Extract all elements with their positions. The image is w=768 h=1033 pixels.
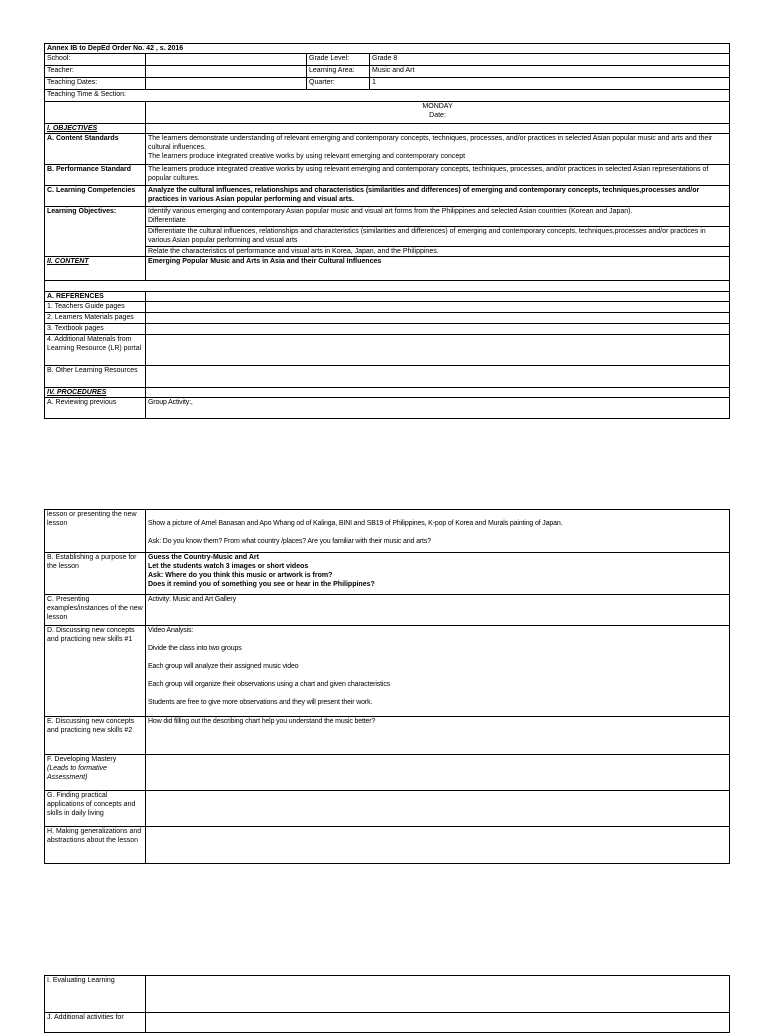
school-value[interactable] [146, 54, 307, 66]
presenting-examples-label: C. Presenting examples/instances of the new lesson [45, 595, 146, 626]
content-standards-label: A. Content Standards [45, 134, 146, 165]
evaluating-learning-value[interactable] [146, 976, 730, 1013]
reviewing-previous-cont-label: lesson or presenting the new lesson [45, 510, 146, 553]
dll-table-page3 [44, 975, 730, 1033]
school-label: School: [45, 54, 146, 66]
dates-value[interactable] [146, 78, 307, 90]
teacher-value[interactable] [146, 66, 307, 78]
performance-standard-text: The learners produce integrated creative works by using relevant emerging and contemporary concepts, techniques, processes, and/or practices in selected Asian representations of popular cultures. [146, 165, 730, 186]
content-standards-para2: The learners produce integrated creative works by using relevant emerging and contemporary concept [148, 153, 466, 160]
objective-1-text: Identify various emerging and contemporary Asian popular music and visual art forms from the Philippines and selected Asian countries (Korean and Japan). [148, 208, 633, 215]
generalizations-label: H. Making generalizations and abstractions about the lesson [45, 827, 146, 864]
dll-table-page1 [44, 43, 730, 419]
purpose-line-4: Does it remind you of something you see or hear in the Philippines? [148, 581, 375, 588]
time-section-label: Teaching Time & Section: [45, 90, 730, 102]
additional-materials-label: 4. Additional Materials from Learning Resource (LR) portal [45, 335, 146, 366]
purpose-line-2: Let the students watch 3 images or short videos [148, 563, 309, 570]
procedures-heading: IV. PROCEDURES [45, 388, 146, 398]
learning-objectives-label: Learning Objectives: [45, 207, 146, 257]
quarter-value: 1 [370, 78, 730, 90]
analyze-line: Each group will analyze their assigned music video [148, 663, 299, 670]
content-standards-text [146, 134, 730, 165]
dll-table-page2 [44, 509, 730, 864]
objective-2: Differentiate the cultural influences, relationships and characteristics (similarities and differences) of emerging and contemporary concepts, techniques,processes and/or practices in various Asian popular performing and visual arts [146, 227, 730, 247]
additional-materials-value[interactable] [146, 335, 730, 366]
divide-class-line: Divide the class into two groups [148, 645, 242, 652]
developing-mastery-value[interactable] [146, 755, 730, 791]
learning-competencies-label: C. Learning Competencies [45, 186, 146, 207]
content-standards-para: The learners demonstrate understanding of relevant emerging and contemporary concepts, techniques, processes, and/or practices in selected Asian popular music and arts and their cultural influences. [148, 135, 713, 151]
reviewing-previous-text: Group Activity:, [146, 398, 730, 419]
establishing-purpose-label: B. Establishing a purpose for the lesson [45, 553, 146, 595]
discussing-2-text: How did filling out the describing chart help you understand the music better? [146, 717, 730, 755]
learning-competencies-text: Analyze the cultural influences, relationships and characteristics (similarities and differences) of emerging and contemporary concepts, techniques,processes and/or practices in various Asian popular performing and visual arts. [146, 186, 730, 207]
day-label: MONDAY [422, 103, 453, 110]
grade-value [370, 54, 730, 66]
tg-pages-value[interactable] [146, 302, 730, 313]
date-label: Date: [429, 112, 446, 119]
additional-activities-label: J. Additional activities for [45, 1013, 146, 1033]
additional-activities-value[interactable] [146, 1013, 730, 1033]
organize-line: Each group will organize their observations using a chart and given characteristics [148, 681, 391, 688]
purpose-line-1: Guess the Country-Music and Art [148, 554, 259, 561]
generalizations-value[interactable] [146, 827, 730, 864]
presenting-examples-text: Activity: Music and Art Gallery [146, 595, 730, 626]
ask-text: Ask: Do you know them? From what country /places? Are you familiar with their music and arts? [148, 538, 431, 545]
objective-1b-text: Differentiate [148, 217, 186, 224]
show-picture-text: Show a picture of Arnel Banasan and Apo Whang od of Kalinga, BINI and SB19 of Philippines, K-pop of Korea and Murals painting of Japan. [148, 520, 563, 527]
present-line: Students are free to give more observations and they will present their work. [148, 699, 373, 706]
discussing-2-label: E. Discussing new concepts and practicing new skills #2 [45, 717, 146, 755]
reviewing-previous-label: A. Reviewing previous [45, 398, 146, 419]
procedures-blank [146, 388, 730, 398]
grade-value-text: Grade 8 [372, 55, 398, 62]
content-heading: II. CONTENT [45, 257, 146, 281]
establishing-purpose-text [146, 553, 730, 595]
practical-applications-label: G. Finding practical applications of concepts and skills in daily living [45, 791, 146, 827]
area-value: Music and Art [370, 66, 730, 78]
performance-standard-label: B. Performance Standard [45, 165, 146, 186]
dates-label: Teaching Dates: [45, 78, 146, 90]
lm-pages-label: 2. Learners Materials pages [45, 313, 146, 324]
content-text: Emerging Popular Music and Arts in Asia and their Cultural Influences [146, 257, 730, 281]
textbook-pages-value[interactable] [146, 324, 730, 335]
discussing-1-text [146, 626, 730, 717]
day-cell [146, 102, 730, 124]
video-analysis-line: Video Analysis: [148, 627, 194, 634]
other-resources-label: B. Other Learning Resources [45, 366, 146, 388]
evaluating-learning-label: I. Evaluating Learning [45, 976, 146, 1013]
objectives-heading: I. OBJECTIVES [45, 124, 146, 134]
tg-pages-label: 1. Teachers Guide pages [45, 302, 146, 313]
teacher-label: Teacher: [45, 66, 146, 78]
textbook-pages-label: 3. Textbook pages [45, 324, 146, 335]
objective-3: Relate the characteristics of performance and visual arts in Korea, Japan, and the Philippines. [146, 247, 730, 257]
quarter-label: Quarter: [307, 78, 370, 90]
reviewing-previous-cont [146, 510, 730, 553]
developing-mastery-label [45, 755, 146, 791]
area-label: Learning Area: [307, 66, 370, 78]
spacer-row [45, 281, 730, 292]
developing-mastery-sub: (Leads to formative Assessment) [47, 765, 107, 781]
lm-pages-value[interactable] [146, 313, 730, 324]
objectives-blank [146, 124, 730, 134]
developing-mastery-title: F. Developing Mastery [47, 756, 117, 763]
discussing-1-label: D. Discussing new concepts and practicing new skills #1 [45, 626, 146, 717]
annex-title: Annex IB to DepEd Order No. 42 , s. 2016 [45, 44, 730, 54]
blank-cell [45, 102, 146, 124]
references-blank [146, 292, 730, 302]
purpose-line-3: Ask: Where do you think this music or artwork is from? [148, 572, 333, 579]
practical-applications-value[interactable] [146, 791, 730, 827]
references-heading: A. REFERENCES [45, 292, 146, 302]
objective-1 [146, 207, 730, 227]
grade-label: Grade Level: [307, 54, 370, 66]
other-resources-value[interactable] [146, 366, 730, 388]
